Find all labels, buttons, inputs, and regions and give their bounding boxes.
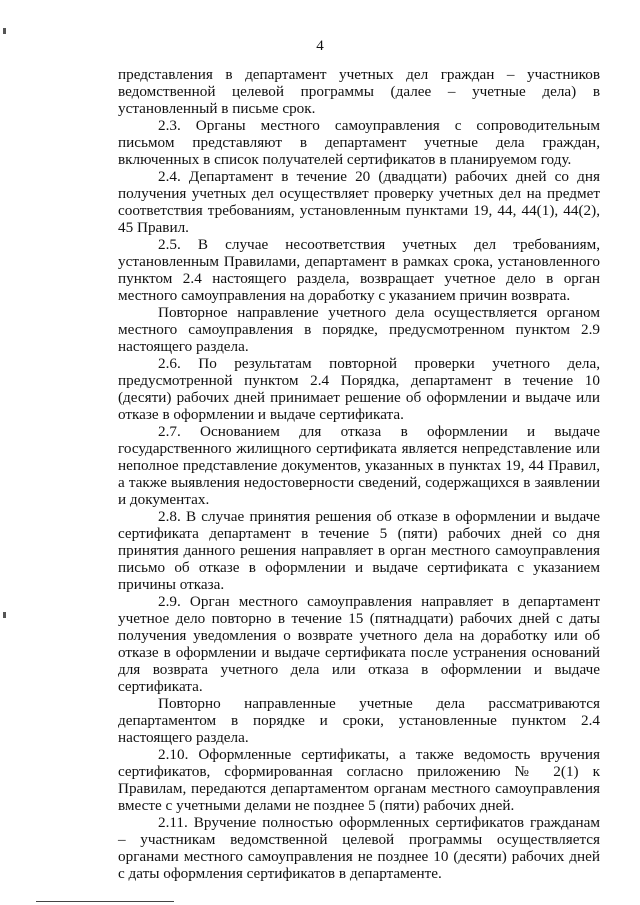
paragraph-2-7: 2.7. Основанием для отказа в оформлении и выдаче государственного жилищного сертификата является непредставление или неполное представление документов, указанных в пунктах 19, 44 Правил, а также выявления недостоверности сведений, содержащихся в заявлении и документах.: [118, 423, 600, 508]
paragraph-2-3: 2.3. Органы местного самоуправления с сопроводительным письмом представляют в департамент учетные дела граждан, включенных в список получателей сертификатов в планируемом году.: [118, 117, 600, 168]
paragraph-2-10: 2.10. Оформленные сертификаты, а также ведомость вручения сертификатов, сформированная согласно приложению № 2(1) к Правилам, передаются департаментом органам местного самоуправления вместе с учетными делами не позднее 5 (пяти) рабочих дней.: [118, 746, 600, 814]
paragraph-2-9-repeat: Повторно направленные учетные дела рассматриваются департаментом в порядке и сроки, установленные пунктом 2.4 настоящего раздела.: [118, 695, 600, 746]
paragraph-2-8: 2.8. В случае принятия решения об отказе в оформлении и выдаче сертификата департамент в течение 5 (пяти) рабочих дней со дня принятия данного решения направляет в орган местного самоуправления письмо об отказе в оформлении и выдаче сертификата с указанием причины отказа.: [118, 508, 600, 593]
footer-rule: [36, 901, 174, 902]
paragraph-2-9: 2.9. Орган местного самоуправления направляет в департамент учетное дело повторно в течение 15 (пятнадцати) рабочих дней с даты получения уведомления о возврате учетного дела на доработку или об отказе в оформлении и выдаче сертификата после устранения оснований для возврата учетного дела или отказа в оформлении и выдаче сертификата.: [118, 593, 600, 695]
paragraph-continuation: представления в департамент учетных дел граждан – участников ведомственной целевой программы (далее – учетные дела) в установленный в письме срок.: [118, 66, 600, 117]
paragraph-2-5-repeat: Повторное направление учетного дела осуществляется органом местного самоуправления в порядке, предусмотренном пунктом 2.9 настоящего раздела.: [118, 304, 600, 355]
page-number: 4: [316, 38, 324, 54]
document-body: [118, 66, 600, 882]
scan-edge-mark: [3, 612, 6, 618]
paragraph-2-5: 2.5. В случае несоответствия учетных дел требованиям, установленным Правилами, департамент в рамках срока, установленного пунктом 2.4 настоящего раздела, возвращает учетное дело в орган местного самоуправления на доработку с указанием причин возврата.: [118, 236, 600, 304]
paragraph-2-6: 2.6. По результатам повторной проверки учетного дела, предусмотренной пунктом 2.4 Порядка, департамент в течение 10 (десяти) рабочих дней принимает решение об оформлении и выдаче или отказе в оформлении и выдаче сертификата.: [118, 355, 600, 423]
scan-edge-mark: [3, 28, 6, 34]
paragraph-2-11: 2.11. Вручение полностью оформленных сертификатов гражданам – участникам ведомственной целевой программы осуществляется органами местного самоуправления не позднее 10 (десяти) рабочих дней с даты оформления сертификатов в департаменте.: [118, 814, 600, 882]
paragraph-2-4: 2.4. Департамент в течение 20 (двадцати) рабочих дней со дня получения учетных дел осуществляет проверку учетных дел на предмет соответствия требованиям, установленным пунктами 19, 44, 44(1), 44(2), 45 Правил.: [118, 168, 600, 236]
